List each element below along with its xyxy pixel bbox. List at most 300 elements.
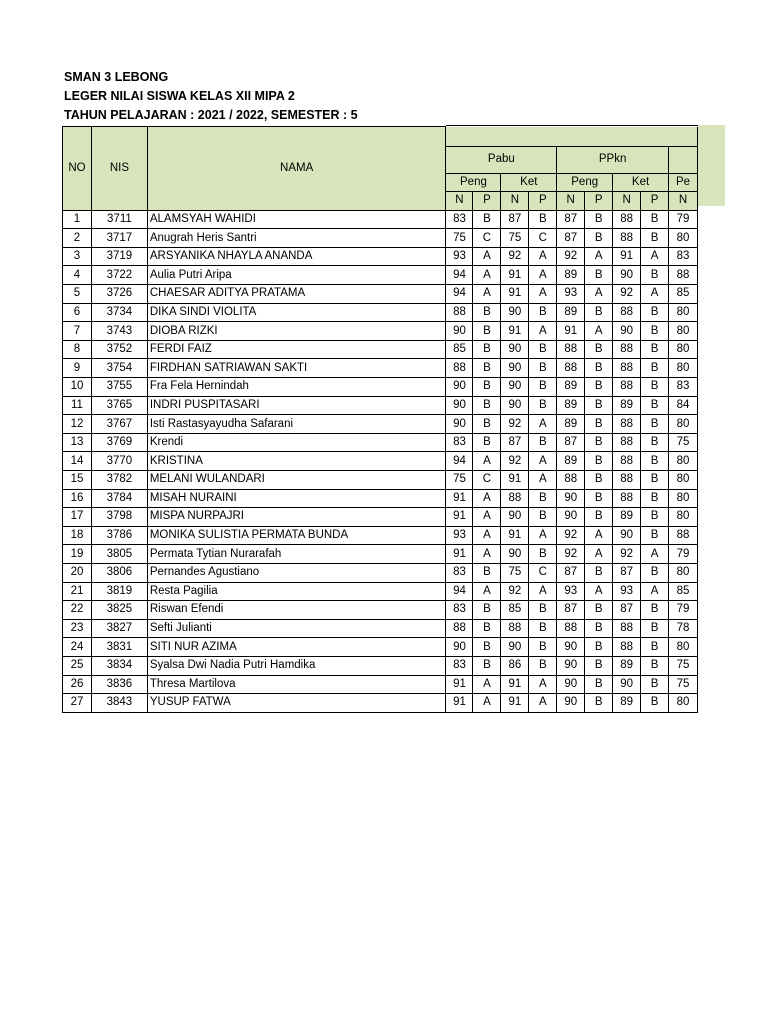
- student-name: YUSUP FATWA: [147, 694, 446, 713]
- header-nis: NIS: [91, 127, 147, 211]
- grade-predicate: B: [529, 656, 557, 675]
- grade-predicate: A: [529, 266, 557, 285]
- grade-predicate: B: [473, 433, 501, 452]
- grade-value: 88: [613, 210, 641, 229]
- grade-predicate: A: [529, 582, 557, 601]
- grade-value: 90: [557, 638, 585, 657]
- grade-value: 91: [501, 675, 529, 694]
- row-number: 10: [63, 378, 92, 397]
- grade-table: [62, 126, 698, 713]
- table-row: [63, 619, 698, 638]
- grade-value: 91: [446, 489, 473, 508]
- student-nis: 3726: [91, 285, 147, 304]
- grade-predicate: B: [473, 415, 501, 434]
- student-name: FIRDHAN SATRIAWAN SAKTI: [147, 359, 446, 378]
- grade-predicate: A: [641, 247, 669, 266]
- student-nis: 3831: [91, 638, 147, 657]
- student-name: ARSYANIKA NHAYLA ANANDA: [147, 247, 446, 266]
- grade-predicate: B: [641, 322, 669, 341]
- student-name: INDRI PUSPITASARI: [147, 396, 446, 415]
- grade-value: 83: [446, 433, 473, 452]
- grade-predicate: B: [641, 340, 669, 359]
- grade-value: 92: [557, 545, 585, 564]
- grade-value: 90: [557, 489, 585, 508]
- grade-predicate: A: [529, 675, 557, 694]
- table-row: [63, 471, 698, 490]
- grade-predicate: A: [473, 266, 501, 285]
- student-name: Fra Fela Hernindah: [147, 378, 446, 397]
- header-partial-peng: Pe: [668, 173, 697, 192]
- grade-predicate: B: [585, 415, 613, 434]
- student-name: Thresa Martilova: [147, 675, 446, 694]
- table-row: [63, 694, 698, 713]
- table-row: [63, 229, 698, 248]
- grade-value: 94: [446, 452, 473, 471]
- grade-predicate: B: [473, 340, 501, 359]
- grade-value: 89: [613, 694, 641, 713]
- student-name: Anugrah Heris Santri: [147, 229, 446, 248]
- table-row: [63, 340, 698, 359]
- row-number: 5: [63, 285, 92, 304]
- header-no: NO: [63, 127, 92, 211]
- grade-value: 93: [557, 582, 585, 601]
- grade-predicate: B: [641, 229, 669, 248]
- grade-predicate: B: [585, 563, 613, 582]
- grade-value: 88: [613, 229, 641, 248]
- grade-value: 88: [613, 489, 641, 508]
- grade-predicate: A: [529, 526, 557, 545]
- row-number: 27: [63, 694, 92, 713]
- row-number: 25: [63, 656, 92, 675]
- student-nis: 3752: [91, 340, 147, 359]
- grade-value: 84: [668, 396, 697, 415]
- document-header: [64, 68, 358, 125]
- student-nis: 3711: [91, 210, 147, 229]
- grade-value: 86: [501, 656, 529, 675]
- grade-value: 91: [446, 694, 473, 713]
- header-pabu-peng: Peng: [446, 173, 501, 192]
- academic-year: TAHUN PELAJARAN : 2021 / 2022, SEMESTER : 5: [64, 108, 358, 122]
- grade-predicate: B: [473, 619, 501, 638]
- grade-value: 83: [446, 656, 473, 675]
- row-number: 26: [63, 675, 92, 694]
- grade-value: 92: [501, 452, 529, 471]
- grade-value: 75: [668, 656, 697, 675]
- grade-predicate: B: [585, 471, 613, 490]
- grade-predicate: B: [529, 601, 557, 620]
- grade-value: 80: [668, 322, 697, 341]
- grade-value: 91: [501, 266, 529, 285]
- grade-predicate: A: [585, 545, 613, 564]
- grade-value: 87: [557, 601, 585, 620]
- student-name: DIKA SINDI VIOLITA: [147, 303, 446, 322]
- table-row: [63, 247, 698, 266]
- school-name: SMAN 3 LEBONG: [64, 70, 169, 84]
- student-nis: 3825: [91, 601, 147, 620]
- student-nis: 3805: [91, 545, 147, 564]
- grade-value: 88: [613, 359, 641, 378]
- student-nis: 3784: [91, 489, 147, 508]
- grade-predicate: A: [585, 582, 613, 601]
- grade-value: 88: [613, 452, 641, 471]
- student-name: Riswan Efendi: [147, 601, 446, 620]
- grade-value: 93: [446, 526, 473, 545]
- row-number: 24: [63, 638, 92, 657]
- grade-predicate: B: [641, 452, 669, 471]
- grade-predicate: B: [641, 210, 669, 229]
- grade-predicate: A: [473, 694, 501, 713]
- grade-value: 90: [501, 378, 529, 397]
- table-row: [63, 396, 698, 415]
- grade-value: 87: [557, 210, 585, 229]
- grade-predicate: A: [529, 694, 557, 713]
- grade-predicate: B: [641, 638, 669, 657]
- grade-predicate: B: [529, 340, 557, 359]
- student-name: MISAH NURAINI: [147, 489, 446, 508]
- grade-predicate: B: [641, 396, 669, 415]
- grade-value: 91: [501, 322, 529, 341]
- row-number: 15: [63, 471, 92, 490]
- grade-predicate: C: [529, 229, 557, 248]
- grade-value: 75: [668, 433, 697, 452]
- grade-predicate: A: [473, 452, 501, 471]
- grade-predicate: B: [473, 303, 501, 322]
- grade-value: 87: [557, 229, 585, 248]
- grade-predicate: B: [529, 303, 557, 322]
- grade-value: 90: [501, 545, 529, 564]
- grade-value: 88: [613, 471, 641, 490]
- header-p: P: [641, 192, 669, 211]
- student-nis: 3734: [91, 303, 147, 322]
- grade-value: 89: [557, 415, 585, 434]
- grade-value: 89: [613, 396, 641, 415]
- table-row: [63, 285, 698, 304]
- grade-predicate: A: [641, 582, 669, 601]
- student-nis: 3769: [91, 433, 147, 452]
- grade-predicate: B: [641, 601, 669, 620]
- grade-value: 92: [557, 247, 585, 266]
- grade-predicate: B: [529, 638, 557, 657]
- grade-predicate: B: [585, 359, 613, 378]
- grade-value: 90: [446, 378, 473, 397]
- row-number: 3: [63, 247, 92, 266]
- grade-value: 90: [446, 396, 473, 415]
- student-nis: 3819: [91, 582, 147, 601]
- grade-value: 88: [613, 303, 641, 322]
- student-name: DIOBA RIZKI: [147, 322, 446, 341]
- header-ppkn-peng: Peng: [557, 173, 613, 192]
- grade-value: 93: [557, 285, 585, 304]
- row-number: 14: [63, 452, 92, 471]
- grade-predicate: B: [585, 601, 613, 620]
- grade-predicate: B: [585, 452, 613, 471]
- row-number: 2: [63, 229, 92, 248]
- grade-value: 88: [613, 378, 641, 397]
- student-nis: 3843: [91, 694, 147, 713]
- student-name: KRISTINA: [147, 452, 446, 471]
- grade-predicate: B: [473, 322, 501, 341]
- grade-value: 91: [557, 322, 585, 341]
- grade-predicate: B: [641, 303, 669, 322]
- table-row: [63, 210, 698, 229]
- grade-value: 88: [613, 340, 641, 359]
- student-name: Isti Rastasyayudha Safarani: [147, 415, 446, 434]
- row-number: 9: [63, 359, 92, 378]
- student-name: Permata Tytian Nurarafah: [147, 545, 446, 564]
- header-subject-pabu: Pabu: [446, 146, 557, 173]
- header-ppkn-ket: Ket: [613, 173, 669, 192]
- grade-value: 75: [668, 675, 697, 694]
- grade-predicate: B: [473, 656, 501, 675]
- grade-predicate: B: [641, 266, 669, 285]
- grade-predicate: B: [473, 378, 501, 397]
- grade-value: 90: [501, 303, 529, 322]
- student-name: Resta Pagilia: [147, 582, 446, 601]
- grade-value: 80: [668, 359, 697, 378]
- student-nis: 3719: [91, 247, 147, 266]
- grade-value: 83: [668, 247, 697, 266]
- student-nis: 3786: [91, 526, 147, 545]
- grade-value: 83: [446, 563, 473, 582]
- student-name: ALAMSYAH WAHIDI: [147, 210, 446, 229]
- grade-predicate: B: [641, 675, 669, 694]
- grade-predicate: B: [641, 526, 669, 545]
- grade-value: 91: [446, 545, 473, 564]
- grade-value: 80: [668, 694, 697, 713]
- grade-predicate: B: [529, 359, 557, 378]
- table-row: [63, 508, 698, 527]
- grade-predicate: B: [641, 471, 669, 490]
- grade-value: 87: [557, 433, 585, 452]
- grade-predicate: A: [585, 247, 613, 266]
- grade-predicate: B: [473, 563, 501, 582]
- student-name: Aulia Putri Aripa: [147, 266, 446, 285]
- grade-predicate: A: [529, 415, 557, 434]
- grade-value: 90: [557, 694, 585, 713]
- student-name: MISPA NURPAJRI: [147, 508, 446, 527]
- header-nama: NAMA: [147, 127, 446, 211]
- student-nis: 3782: [91, 471, 147, 490]
- student-name: Krendi: [147, 433, 446, 452]
- grade-value: 91: [446, 675, 473, 694]
- grade-value: 85: [446, 340, 473, 359]
- grade-predicate: B: [641, 415, 669, 434]
- header-group-blank: [446, 127, 698, 147]
- grade-predicate: B: [585, 675, 613, 694]
- grade-predicate: B: [641, 433, 669, 452]
- grade-value: 79: [668, 210, 697, 229]
- grade-value: 75: [501, 563, 529, 582]
- grade-value: 90: [501, 396, 529, 415]
- document-title: LEGER NILAI SISWA KELAS XII MIPA 2: [64, 89, 295, 103]
- student-nis: 3798: [91, 508, 147, 527]
- grade-value: 80: [668, 638, 697, 657]
- grade-value: 90: [557, 675, 585, 694]
- grade-value: 91: [613, 247, 641, 266]
- table-row: [63, 582, 698, 601]
- grade-predicate: A: [529, 285, 557, 304]
- grade-value: 80: [668, 229, 697, 248]
- grade-value: 90: [557, 656, 585, 675]
- grade-value: 80: [668, 563, 697, 582]
- table-row: [63, 489, 698, 508]
- grade-value: 91: [501, 285, 529, 304]
- grade-predicate: A: [473, 285, 501, 304]
- grade-value: 88: [613, 638, 641, 657]
- header-n: N: [446, 192, 473, 211]
- grade-value: 85: [668, 285, 697, 304]
- student-nis: 3836: [91, 675, 147, 694]
- grade-value: 80: [668, 303, 697, 322]
- grade-value: 94: [446, 582, 473, 601]
- grade-value: 90: [446, 322, 473, 341]
- grade-predicate: B: [473, 638, 501, 657]
- grade-value: 90: [446, 415, 473, 434]
- row-number: 11: [63, 396, 92, 415]
- grade-predicate: B: [585, 229, 613, 248]
- row-number: 12: [63, 415, 92, 434]
- grade-predicate: A: [473, 526, 501, 545]
- row-number: 6: [63, 303, 92, 322]
- table-row: [63, 601, 698, 620]
- grade-value: 89: [613, 656, 641, 675]
- grade-value: 80: [668, 340, 697, 359]
- table-row: [63, 415, 698, 434]
- grade-value: 91: [446, 508, 473, 527]
- header-fill-extension: [698, 125, 725, 206]
- row-number: 1: [63, 210, 92, 229]
- grade-predicate: B: [585, 266, 613, 285]
- grade-predicate: A: [585, 526, 613, 545]
- grade-predicate: B: [529, 433, 557, 452]
- grade-value: 89: [557, 396, 585, 415]
- grade-predicate: A: [473, 545, 501, 564]
- table-row: [63, 656, 698, 675]
- student-nis: 3754: [91, 359, 147, 378]
- grade-value: 90: [501, 359, 529, 378]
- grade-value: 88: [668, 526, 697, 545]
- grade-predicate: A: [529, 452, 557, 471]
- table-row: [63, 675, 698, 694]
- grade-value: 87: [501, 433, 529, 452]
- grade-value: 89: [557, 378, 585, 397]
- grade-value: 92: [501, 415, 529, 434]
- grade-value: 90: [501, 638, 529, 657]
- grade-predicate: B: [529, 489, 557, 508]
- grade-value: 80: [668, 508, 697, 527]
- grade-predicate: B: [473, 210, 501, 229]
- grade-value: 88: [557, 471, 585, 490]
- grade-value: 87: [613, 563, 641, 582]
- grade-predicate: A: [473, 508, 501, 527]
- grade-value: 89: [557, 266, 585, 285]
- grade-predicate: B: [641, 656, 669, 675]
- grade-table-body: [63, 210, 698, 712]
- grade-value: 88: [446, 303, 473, 322]
- grade-sheet: [62, 126, 698, 713]
- student-name: FERDI FAIZ: [147, 340, 446, 359]
- grade-value: 88: [668, 266, 697, 285]
- student-name: Syalsa Dwi Nadia Putri Hamdika: [147, 656, 446, 675]
- grade-value: 88: [501, 489, 529, 508]
- header-p: P: [585, 192, 613, 211]
- grade-predicate: B: [641, 694, 669, 713]
- grade-value: 92: [613, 285, 641, 304]
- table-row: [63, 378, 698, 397]
- grade-predicate: A: [585, 322, 613, 341]
- grade-value: 83: [668, 378, 697, 397]
- grade-value: 75: [446, 471, 473, 490]
- grade-value: 89: [613, 508, 641, 527]
- grade-predicate: B: [529, 619, 557, 638]
- grade-predicate: B: [585, 340, 613, 359]
- grade-value: 79: [668, 545, 697, 564]
- grade-value: 89: [557, 303, 585, 322]
- grade-value: 90: [613, 322, 641, 341]
- grade-value: 88: [446, 619, 473, 638]
- row-number: 17: [63, 508, 92, 527]
- grade-predicate: B: [585, 508, 613, 527]
- row-number: 18: [63, 526, 92, 545]
- grade-value: 83: [446, 601, 473, 620]
- grade-predicate: C: [529, 563, 557, 582]
- grade-value: 94: [446, 285, 473, 304]
- grade-value: 91: [501, 471, 529, 490]
- grade-value: 83: [446, 210, 473, 229]
- grade-value: 89: [557, 452, 585, 471]
- grade-predicate: B: [585, 210, 613, 229]
- grade-predicate: B: [641, 359, 669, 378]
- grade-value: 88: [613, 433, 641, 452]
- grade-value: 90: [613, 526, 641, 545]
- grade-value: 78: [668, 619, 697, 638]
- student-nis: 3743: [91, 322, 147, 341]
- grade-predicate: B: [585, 694, 613, 713]
- grade-predicate: B: [585, 489, 613, 508]
- grade-predicate: A: [473, 582, 501, 601]
- header-n: N: [501, 192, 529, 211]
- table-row: [63, 452, 698, 471]
- grade-value: 75: [501, 229, 529, 248]
- row-number: 13: [63, 433, 92, 452]
- grade-value: 92: [501, 582, 529, 601]
- student-nis: 3806: [91, 563, 147, 582]
- grade-predicate: B: [529, 378, 557, 397]
- table-row: [63, 322, 698, 341]
- grade-value: 88: [446, 359, 473, 378]
- grade-value: 88: [557, 359, 585, 378]
- header-n: N: [557, 192, 585, 211]
- student-name: Pernandes Agustiano: [147, 563, 446, 582]
- grade-value: 93: [613, 582, 641, 601]
- grade-predicate: A: [641, 545, 669, 564]
- grade-value: 94: [446, 266, 473, 285]
- row-number: 21: [63, 582, 92, 601]
- grade-predicate: B: [585, 433, 613, 452]
- header-p: P: [529, 192, 557, 211]
- table-row: [63, 359, 698, 378]
- grade-value: 92: [613, 545, 641, 564]
- header-pabu-ket: Ket: [501, 173, 557, 192]
- grade-value: 88: [501, 619, 529, 638]
- table-row: [63, 266, 698, 285]
- grade-predicate: B: [641, 489, 669, 508]
- grade-predicate: C: [473, 471, 501, 490]
- grade-value: 75: [446, 229, 473, 248]
- grade-predicate: B: [529, 545, 557, 564]
- grade-predicate: B: [585, 656, 613, 675]
- student-nis: 3834: [91, 656, 147, 675]
